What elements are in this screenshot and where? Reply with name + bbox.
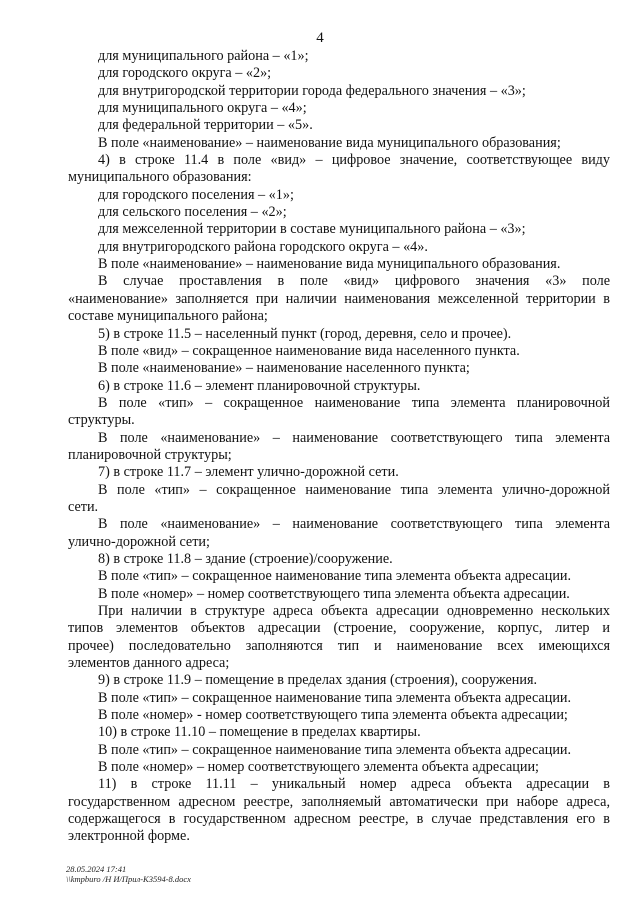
text-line: государственном адресном реестре, заполняемый автоматически при наборе адреса,	[68, 793, 610, 810]
text-line: При наличии в структуре адреса объекта адресации одновременно нескольких	[98, 603, 610, 619]
text-line: для городского округа – «2»;	[98, 65, 272, 82]
text-line: 9) в строке 11.9 – помещение в пределах здания (строения), сооружения.	[98, 672, 538, 689]
text-line: сети.	[68, 498, 99, 515]
text-line: В поле «тип» – сокращенное наименование типа элемента улично-дорожной	[98, 481, 610, 498]
text-line: В поле «номер» – номер соответствующего типа элемента объекта адресации.	[98, 585, 570, 602]
text-line: для федеральной территории – «5».	[98, 117, 313, 134]
text-line: В поле «тип» – сокращенное наименование типа элемента объекта адресации.	[98, 689, 572, 706]
text-line: В поле «наименование» – наименование населенного пункта;	[98, 360, 470, 377]
text-line: муниципального образования:	[68, 169, 252, 186]
text-line: «наименование» заполняется при наличии наименования межселенной территории в	[68, 290, 610, 307]
text-line: 8) в строке 11.8 – здание (строение)/сооружение.	[98, 550, 393, 567]
text-line: В поле «наименование» – наименование вида муниципального образования;	[98, 134, 561, 151]
text-line: для сельского поселения – «2»;	[98, 204, 287, 221]
footer-date: 28.05.2024 17:41	[66, 864, 127, 874]
text-line: В поле «номер» – номер соответствующего элемента объекта адресации;	[98, 759, 539, 776]
text-line: элементов данного адреса;	[68, 655, 230, 672]
document-body	[68, 48, 610, 846]
text-line: 6) в строке 11.6 – элемент планировочной структуры.	[98, 377, 421, 394]
text-line: 5) в строке 11.5 – населенный пункт (город, деревня, село и прочее).	[98, 325, 512, 342]
text-line: В случае проставления в поле «вид» цифрового значения «3» поле	[98, 273, 610, 290]
footer	[66, 864, 191, 884]
text-line: для муниципального округа – «4»;	[98, 100, 307, 117]
text-line: для муниципального района – «1»;	[98, 48, 309, 64]
text-line: планировочной структуры;	[68, 446, 232, 463]
text-line: улично-дорожной сети;	[68, 533, 210, 550]
text-line: 7) в строке 11.7 – элемент улично-дорожной сети.	[98, 464, 399, 481]
text-line: прочее) последовательно заполняются тип и наименование всех имеющихся	[68, 637, 610, 654]
text-line: В поле «тип» – сокращенное наименование типа элемента объекта адресации.	[98, 741, 572, 758]
text-line: электронной форме.	[68, 828, 190, 845]
text-line: структуры.	[68, 412, 135, 429]
text-line: для межселенной территории в составе муниципального района – «3»;	[98, 221, 526, 238]
text-line: для городского поселения – «1»;	[98, 186, 294, 203]
text-line: В поле «тип» – сокращенное наименование типа элемента планировочной	[98, 394, 610, 411]
text-line: для внутригородского района городского округа – «4».	[98, 238, 428, 255]
text-line: 4) в строке 11.4 в поле «вид» – цифровое значение, соответствующее виду	[98, 152, 610, 169]
text-line: 11) в строке 11.11 – уникальный номер адреса объекта адресации в	[98, 776, 610, 793]
text-line: В поле «наименование» – наименование соответствующего типа элемента	[98, 516, 610, 533]
footer-file-path: \\kmpburo /Н И/Прил-К3594-8.docx	[66, 874, 191, 884]
text-line: для внутригородской территории города федерального значения – «3»;	[98, 82, 526, 99]
text-line: В поле «вид» – сокращенное наименование вида населенного пункта.	[98, 342, 520, 359]
text-line: 10) в строке 11.10 – помещение в пределах квартиры.	[98, 724, 421, 741]
text-line: В поле «наименование» – наименование вида муниципального образования.	[98, 256, 561, 273]
text-line: В поле «номер» - номер соответствующего типа элемента объекта адресации;	[98, 707, 568, 724]
text-line: составе муниципального района;	[68, 308, 268, 325]
text-line: типов элементов объектов адресации (строение, сооружение, корпус, литер и	[68, 620, 610, 637]
text-line: содержащегося в государственном адресном реестре, в случае представления его в	[68, 811, 610, 828]
page-number: 4	[316, 30, 324, 46]
text-line: В поле «наименование» – наименование соответствующего типа элемента	[98, 429, 610, 446]
text-line: В поле «тип» – сокращенное наименование типа элемента объекта адресации.	[98, 568, 572, 585]
